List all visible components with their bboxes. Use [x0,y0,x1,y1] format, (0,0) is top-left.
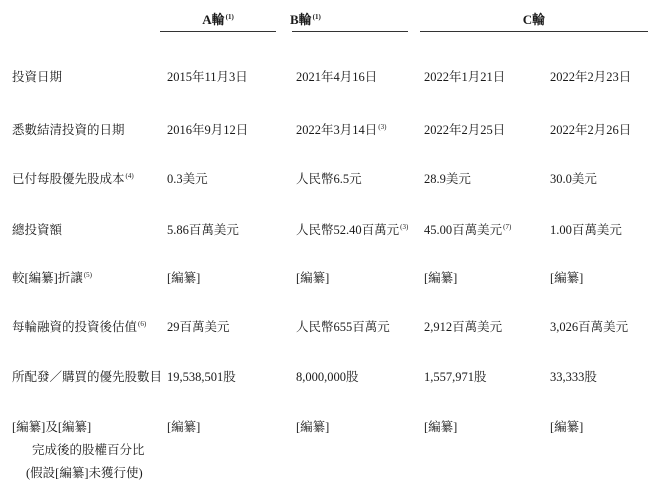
column-header-a [160,9,276,28]
header-rule-b [292,31,408,32]
footnote-marker: (7) [503,222,512,231]
cell-c2-post-money-valuation: 3,026百萬美元 [550,320,629,334]
cell-c2-shares-issued: 33,333股 [550,370,597,384]
row-label-shareholding-percentage-line2: 完成後的股權百分比 [32,443,145,457]
cell-a-shares-issued: 19,538,501股 [167,370,236,384]
cell-c1-settlement-date: 2022年2月25日 [424,123,506,137]
cell-b-cost-per-share: 人民幣6.5元 [296,172,362,186]
footnote-marker: (1) [312,12,321,21]
cell-c2-discount: [編纂] [550,271,584,285]
cell-a-shareholding-percentage: [編纂] [167,420,201,434]
cell-c1-discount: [編纂] [424,271,458,285]
column-header-b-label: B輪 [290,12,312,27]
row-label-total-investment: 總投資額 [12,223,63,237]
header-rule-c [420,31,648,32]
row-label-shares-issued: 所配發／購買的優先股數目 [12,370,163,384]
cell-c2-settlement-date: 2022年2月26日 [550,123,632,137]
footnote-marker: (5) [83,270,92,279]
cell-b-discount: [編纂] [296,271,330,285]
cell-c2-total-investment: 1.00百萬美元 [550,223,622,237]
footnote-marker: (3) [378,122,387,131]
row-label-post-money-valuation: 每輪融資的投資後估值$^{(6)}$ [12,319,147,334]
row-label-cost-per-share: 已付每股優先股成本$^{(4)}$ [12,171,134,186]
cell-b-total-investment: 人民幣52.40百萬元$^{(3)}$ [296,222,409,237]
cell-c1-investment-date: 2022年1月21日 [424,70,506,84]
row-label-discount: 較[編纂]折讓$^{(5)}$ [12,270,92,285]
row-label-shareholding-percentage: [編纂]及[編纂] [12,420,92,434]
footnote-marker: (4) [125,171,134,180]
cell-c1-post-money-valuation: 2,912百萬美元 [424,320,503,334]
cell-a-total-investment: 5.86百萬美元 [167,223,239,237]
column-header-c-label: C輪 [522,12,546,27]
footnote-marker: (6) [138,319,147,328]
cell-a-discount: [編纂] [167,271,201,285]
cell-c1-cost-per-share: 28.9美元 [424,172,471,186]
cell-b-settlement-date: 2022年3月14日$^{(3)}$ [296,122,387,137]
cell-c1-shares-issued: 1,557,971股 [424,370,487,384]
column-header-c [420,9,648,28]
cell-a-investment-date: 2015年11月3日 [167,70,248,84]
cell-a-post-money-valuation: 29百萬美元 [167,320,230,334]
header-rule-a [160,31,276,32]
row-label-shareholding-percentage-line3: (假設[編纂]未獲行使) [26,466,143,480]
cell-c2-cost-per-share: 30.0美元 [550,172,597,186]
row-label-investment-date: 投資日期 [12,70,63,84]
column-header-a-label: A輪 [202,12,225,27]
cell-b-shareholding-percentage: [編纂] [296,420,330,434]
cell-c2-shareholding-percentage: [編纂] [550,420,584,434]
footnote-marker: (1) [225,12,234,21]
cell-c1-shareholding-percentage: [編纂] [424,420,458,434]
cell-c1-total-investment: 45.00百萬美元$^{(7)}$ [424,222,512,237]
column-header-b [290,9,342,28]
cell-a-settlement-date: 2016年9月12日 [167,123,249,137]
cell-b-post-money-valuation: 人民幣655百萬元 [296,320,390,334]
row-label-settlement-date: 悉數結清投資的日期 [12,123,125,137]
footnote-marker: (3) [400,222,409,231]
cell-b-investment-date: 2021年4月16日 [296,70,378,84]
cell-c2-investment-date: 2022年2月23日 [550,70,632,84]
cell-a-cost-per-share: 0.3美元 [167,172,208,186]
cell-b-shares-issued: 8,000,000股 [296,370,359,384]
